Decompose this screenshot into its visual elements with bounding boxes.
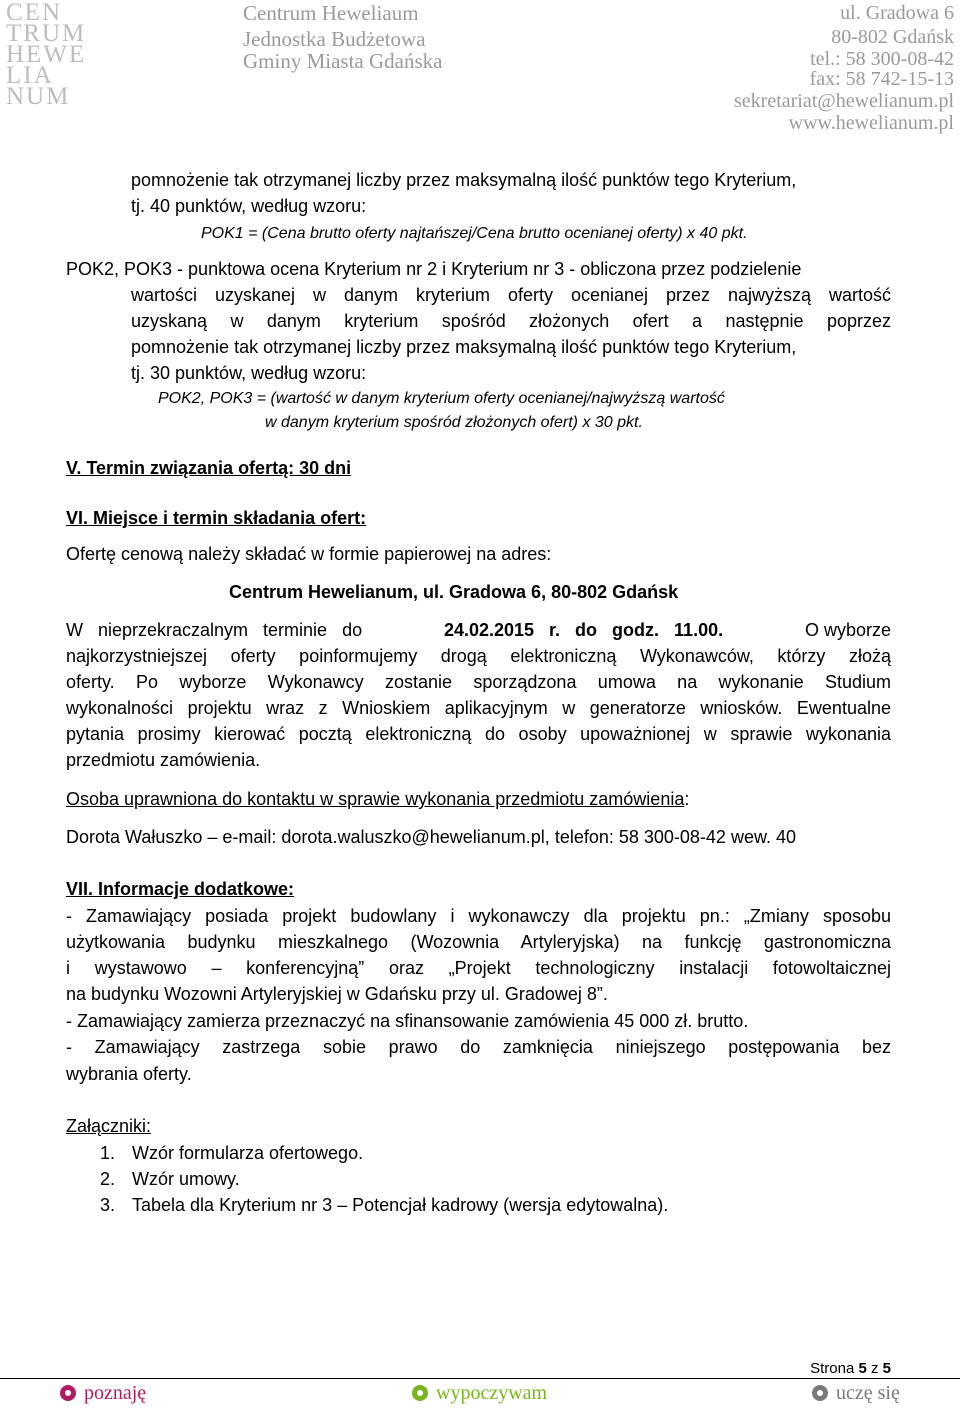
circle-bullet-icon (412, 1385, 428, 1401)
text-line: - Zamawiający posiada projekt budowlany i wykonawczy dla projektu pn.: „Zmiany sposobu (66, 906, 891, 926)
text-line: POK2, POK3 - punktowa ocena Kryterium nr 2 i Kryterium nr 3 - obliczona przez podzielenie (66, 259, 802, 279)
contact-fax: fax: 58 742-15-13 (809, 68, 954, 90)
footer-tag-label: poznaję (84, 1382, 147, 1404)
text-fragment: W nieprzekraczalnym terminie do (66, 620, 363, 640)
logo-line: HEWE (6, 41, 87, 68)
text-line: pomnożenie tak otrzymanej liczby przez maksymalną ilość punktów tego Kryterium, (131, 337, 797, 357)
contact-heading: Osoba uprawniona do kontaktu w sprawie wykonania przedmiotu zamówienia: (66, 789, 690, 809)
circle-bullet-icon (60, 1385, 76, 1401)
formula-pok2-pok3: POK2, POK3 = (wartość w danym kryterium oferty ocenianej/najwyższą wartość (158, 390, 725, 407)
formula-pok2-pok3: w danym kryterium spośród złożonych ofert) x 30 pkt. (265, 414, 643, 431)
attachments-heading: Załączniki: (66, 1116, 152, 1136)
footer-divider (0, 1378, 960, 1379)
text-line: tj. 30 punktów, według wzoru: (131, 363, 367, 383)
text-line: i wystawowo – konferencyjną” oraz „Projekt technologiczny instalacji fotowoltaicznej (66, 958, 891, 978)
logo-line: LIA (6, 62, 54, 89)
deadline-line (66, 617, 891, 643)
text-line: oferty. Po wyborze Wykonawcy zostanie sporządzona umowa na wykonanie Studium (66, 672, 891, 692)
text-line: użytkowania budynku mieszkalnego (Wozownia Artyleryjska) na funkcję gastronomiczna (66, 932, 891, 952)
text-line: pytania prosimy kierować pocztą elektroniczną do osoby upoważnionej w sprawie wykonania (66, 724, 891, 744)
attachment-item: 3. Tabela dla Kryterium nr 3 – Potencjał kadrowy (wersja edytowalna). (100, 1195, 669, 1215)
text-line: najkorzystniejszej oferty poinformujemy drogą elektroniczną Wykonawców, którzy złożą (66, 646, 891, 666)
org-name: Centrum Heweliaum (243, 1, 419, 25)
attachment-label: Wzór formularza ofertowego. (132, 1143, 364, 1163)
text-line: Ofertę cenową należy składać w formie papierowej na adres: (66, 544, 552, 564)
logo-line: TRUM (6, 20, 87, 47)
formula-pok1: POK1 = (Cena brutto oferty najtańszej/Cena brutto ocenianej oferty) x 40 pkt. (201, 225, 748, 242)
contact-person: Dorota Wałuszko – e-mail: dorota.waluszko@hewelianum.pl, telefon: 58 300-08-42 wew. 40 (66, 827, 796, 847)
contact-heading-text: Osoba uprawniona do kontaktu w sprawie wykonania przedmiotu zamówienia (66, 789, 685, 809)
page-number (810, 1360, 891, 1377)
page-label: Strona (810, 1360, 855, 1377)
deadline-date: 24.02.2015 r. do godz. 11.00. (443, 620, 724, 640)
text-line: wartości uzyskanej w danym kryterium oferty ocenianej przez najwyższą wartość (131, 285, 891, 305)
text-fragment: O wyborze (804, 620, 891, 640)
attachment-label: Tabela dla Kryterium nr 3 – Potencjał kadrowy (wersja edytowalna). (132, 1195, 669, 1215)
logo-line: CEN (6, 0, 62, 26)
section-vi-heading: VI. Miejsce i termin składania ofert: (66, 508, 367, 528)
footer-tag-label: uczę się (836, 1382, 900, 1404)
text-line: uzyskaną w danym kryterium spośród złożonych ofert a następnie poprzez (131, 311, 891, 331)
section-v-heading (66, 455, 351, 481)
contact-phone: tel.: 58 300-08-42 (810, 48, 954, 70)
page-sep: z (870, 1360, 879, 1377)
text-line: wykonalności projektu wraz z Wnioskiem aplikacyjnym w generatorze wniosków. Ewentualne (66, 698, 891, 718)
footer-tag-ucze-sie (812, 1382, 900, 1405)
footer-tag-poznaje (60, 1382, 146, 1405)
page-current: 5 (858, 1360, 867, 1377)
attachment-item: 2. Wzór umowy. (100, 1169, 240, 1189)
contact-city: 80-802 Gdańsk (831, 26, 954, 48)
text-line: - Zamawiający zastrzega sobie prawo do zamknięcia niniejszego postępowania bez (66, 1037, 891, 1057)
contact-email-link[interactable]: sekretariat@hewelianum.pl (734, 90, 954, 112)
org-owner: Gminy Miasta Gdańska (243, 49, 443, 73)
hewelianum-logo (6, 2, 231, 112)
page-total: 5 (882, 1360, 891, 1377)
logo-line: NUM (6, 83, 71, 110)
text-line: pomnożenie tak otrzymanej liczby przez maksymalną ilość punktów tego Kryterium, (131, 170, 797, 190)
footer-tag-label: wypoczywam (436, 1382, 548, 1404)
contact-website-link[interactable]: www.hewelianum.pl (788, 112, 954, 134)
submission-address: Centrum Hewelianum, ul. Gradowa 6, 80-802 Gdańsk (229, 582, 679, 602)
attachment-item: 1. Wzór formularza ofertowego. (100, 1143, 364, 1163)
text-line: przedmiotu zamówienia. (66, 750, 261, 770)
circle-bullet-icon (812, 1385, 828, 1401)
attachment-label: Wzór umowy. (132, 1169, 240, 1189)
text-line: - Zamawiający zamierza przeznaczyć na sfinansowanie zamówienia 45 000 zł. brutto. (66, 1011, 749, 1031)
section-v-text: V. Termin związania ofertą: 30 dni (66, 458, 352, 478)
contact-street: ul. Gradowa 6 (840, 2, 954, 24)
text-line: wybrania oferty. (66, 1064, 192, 1084)
section-vii-heading: VII. Informacje dodatkowe: (66, 879, 295, 899)
org-type: Jednostka Budżetowa (243, 27, 426, 51)
footer-tag-wypoczywam (412, 1382, 547, 1405)
text-line: na budynku Wozowni Artyleryjskiej w Gdańsku przy ul. Gradowej 8”. (66, 984, 608, 1004)
text-line: tj. 40 punktów, według wzoru: (131, 196, 367, 216)
